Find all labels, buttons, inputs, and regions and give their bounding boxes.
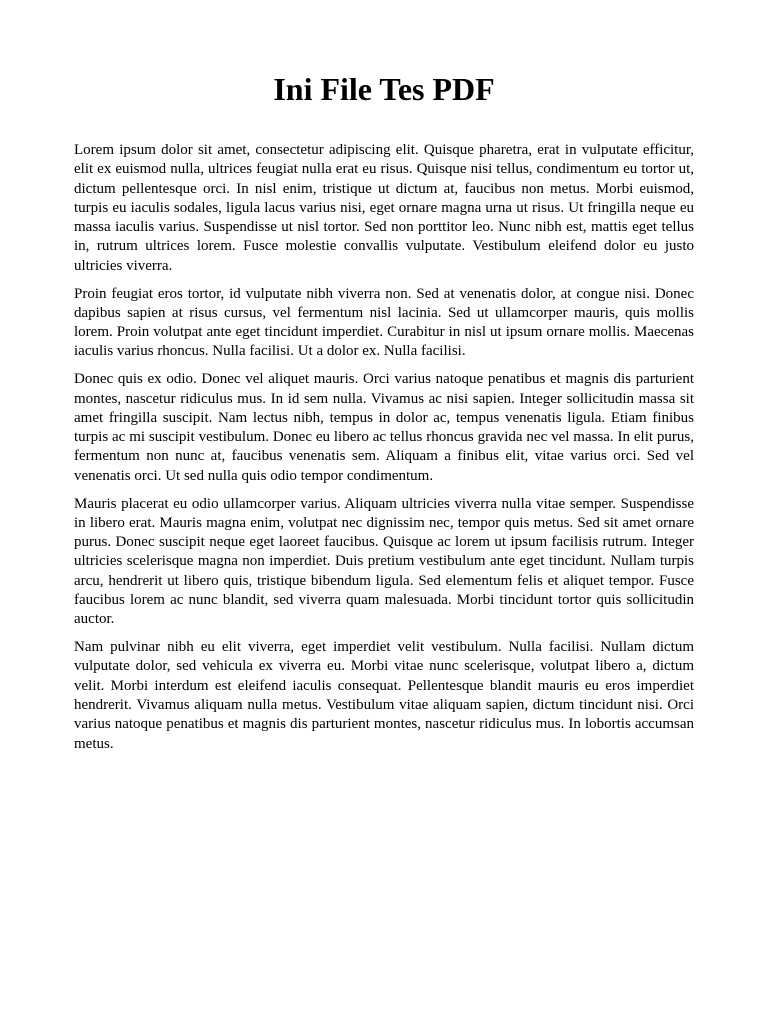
document-body — [74, 141, 694, 762]
paragraph-2: Proin feugiat eros tortor, id vulputate nibh viverra non. Sed at venenatis dolor, at congue nisi. Donec dapibus sapien at risus cursus, vel fermentum nisl lacinia. Sed ut ullamcorper mauris, quis mollis lorem. Proin volutpat ante eget tincidunt imperdiet. Curabitur in nisl ut ipsum ornare mollis. Maecenas iaculis varius rhoncus. Nulla facilisi. Ut a dolor ex. Nulla facilisi. — [74, 285, 694, 360]
document-title: Ini File Tes PDF — [273, 71, 495, 107]
paragraph-3: Donec quis ex odio. Donec vel aliquet mauris. Orci varius natoque penatibus et magnis dis parturient montes, nascetur ridiculus mus. In id sem nulla. Vivamus ac nisi sapien. Integer sollicitudin massa sit amet fringilla suscipit. Nam lectus nibh, tempus in dolor ac, tempus venenatis ligula. Etiam finibus turpis ac mi suscipit vestibulum. Donec eu libero ac tellus rhoncus gravida nec vel massa. In elit purus, fermentum non nunc at, faucibus venenatis sem. Aliquam a finibus elit, vitae varius orci. Sed vel venenatis orci. Ut sed nulla quis odio tempor condimentum. — [74, 371, 694, 484]
paragraph-5: Nam pulvinar nibh eu elit viverra, eget imperdiet velit vestibulum. Nulla facilisi. Nullam dictum vulputate dolor, sed vehicula ex viverra eu. Morbi vitae nunc scelerisque, volutpat libero a, dictum velit. Morbi interdum est eleifend iaculis consequat. Pellentesque blandit mauris eu eros imperdiet hendrerit. Vivamus aliquam nulla metus. Vestibulum vitae aliquam sapien, dictum tincidunt nisi. Orci varius natoque penatibus et magnis dis parturient montes, nascetur ridiculus mus. In lobortis accumsan metus. — [74, 639, 694, 752]
paragraph-4: Mauris placerat eu odio ullamcorper varius. Aliquam ultricies viverra nulla vitae semper. Suspendisse in libero erat. Mauris magna enim, volutpat nec dignissim nec, tempor quis metus. Sed sit amet ornare purus. Donec suscipit neque eget laoreet faucibus. Quisque ac lorem ut ipsum facilisis rutrum. Integer ultricies scelerisque magna non imperdiet. Duis pretium vestibulum ante eget tincidunt. Nullam turpis arcu, hendrerit ut libero quis, tristique bibendum ligula. Sed elementum felis et aliquet tempor. Fusce faucibus lorem ac nunc blandit, sed viverra quam malesuada. Morbi tincidunt tortor quis sollicitudin auctor. — [74, 495, 694, 628]
paragraph-1: Lorem ipsum dolor sit amet, consectetur adipiscing elit. Quisque pharetra, erat in vulputate efficitur, elit ex euismod nulla, ultrices feugiat nulla erat eu risus. Quisque nisi tellus, condimentum eu tortor ut, dictum pellentesque orci. In nisl enim, tristique ut dictum at, faucibus non metus. Morbi euismod, turpis eu iaculis sodales, ligula lacus varius nisi, eget ornare magna urna ut risus. Ut fringilla neque eu massa iaculis varius. Suspendisse ut nisl tortor. Sed non porttitor leo. Nunc nibh est, mattis eget tellus in, rutrum ultrices lorem. Fusce molestie convallis vulputate. Vestibulum eleifend dolor eu justo ultricies viverra. — [74, 142, 694, 274]
